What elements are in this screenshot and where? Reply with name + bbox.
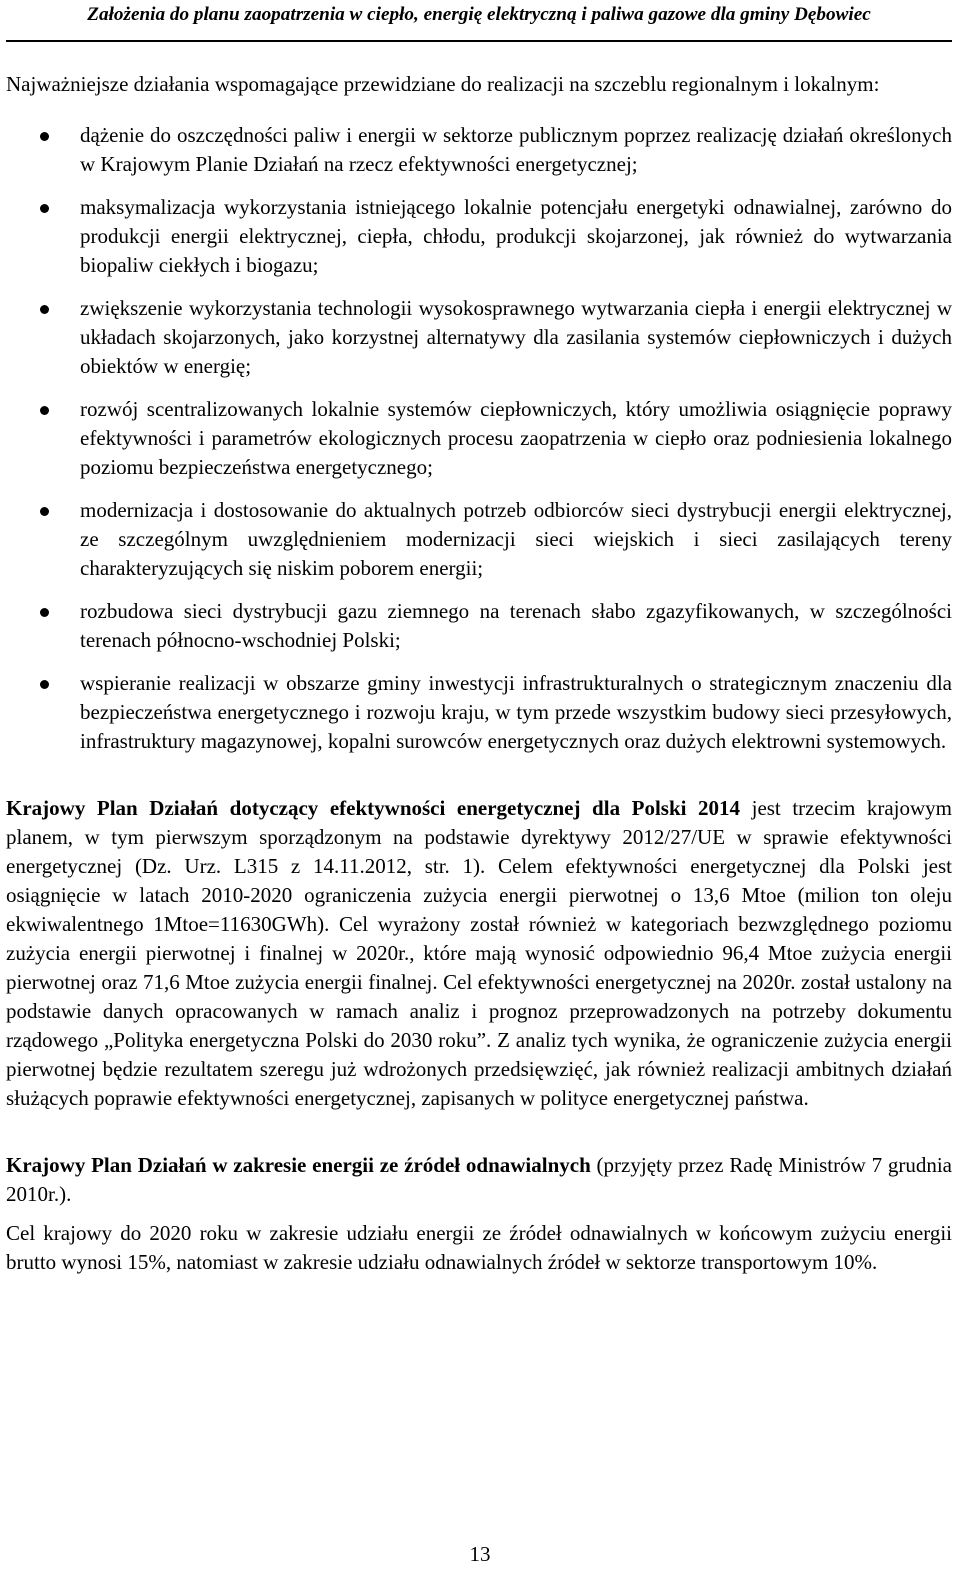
list-item bbox=[6, 496, 952, 583]
list-item bbox=[6, 395, 952, 482]
list-item bbox=[6, 121, 952, 179]
bullet-icon bbox=[40, 507, 49, 516]
document-body bbox=[6, 70, 952, 1277]
intro-paragraph: Najważniejsze działania wspomagające przewidziane do realizacji na szczeblu regionalnym i lokalnym: bbox=[6, 72, 880, 96]
kpo-text: (przyjęty przez Radę Ministrów 7 grudnia 2010r.). bbox=[6, 1153, 953, 1206]
kpd-title: Krajowy Plan Działań dotyczący efektywności energetycznej dla Polski 2014 bbox=[6, 796, 741, 820]
measures-list bbox=[6, 121, 952, 756]
list-item bbox=[6, 294, 952, 381]
bullet-icon bbox=[40, 132, 49, 141]
list-item-text: rozwój scentralizowanych lokalnie systemów ciepłowniczych, który umożliwia osiągnięcie poprawy efektywności i parametrów ekologicznych procesu zaopatrzenia w ciepło oraz podniesienia lokalnego poziomu bezpieczeństwa energetycznego; bbox=[80, 397, 952, 479]
bullet-icon bbox=[40, 305, 49, 314]
list-item-text: modernizacja i dostosowanie do aktualnych potrzeb odbiorców sieci dystrybucji energii elektrycznej, ze szczególnym uwzględnieniem modernizacji sieci wiejskich i sieci zasilających tereny charakteryzujących się niskim poborem energii; bbox=[80, 498, 952, 580]
bullet-icon bbox=[40, 608, 49, 617]
list-item-text: wspieranie realizacji w obszarze gminy inwestycji infrastrukturalnych o strategicznym znaczeniu dla bezpieczeństwa energetycznego i rozwoju kraju, w tym przede wszystkim budowy sieci przesyłowych, infrastruktury magazynowej, kopalni surowców energetycznych oraz dużych elektrowni systemowych. bbox=[80, 671, 952, 753]
list-item bbox=[6, 669, 952, 756]
list-item bbox=[6, 193, 952, 280]
list-item-text: rozbudowa sieci dystrybucji gazu ziemnego na terenach słabo zgazyfikowanych, w szczególności terenach północno-wschodniej Polski; bbox=[80, 599, 952, 652]
bullet-icon bbox=[40, 680, 49, 689]
list-item-text: zwiększenie wykorzystania technologii wysokosprawnego wytwarzania ciepła i energii elektrycznej w układach skojarzonych, jako korzystnej alternatywy dla zasilania systemów ciepłowniczych i dużych obiektów w energię; bbox=[80, 296, 952, 378]
list-item bbox=[6, 597, 952, 655]
kpd-paragraph bbox=[6, 794, 952, 1113]
kpo-title: Krajowy Plan Działań w zakresie energii ze źródeł odnawialnych bbox=[6, 1153, 591, 1177]
kpo-paragraph bbox=[6, 1151, 952, 1209]
kpd-text: jest trzecim krajowym planem, w tym pierwszym sporządzonym na podstawie dyrektywy 2012/27/UE w sprawie efektywności energetycznej (Dz. Urz. L315 z 14.11.2012, str. 1). Celem efektywności energetycznej dla Polski jest osiągnięcie w latach 2010-2020 ograniczenia zużycia energii pierwotnej o 13,6 Mtoe (milion ton oleju ekwiwalentnego 1Mtoe=11630GWh). Cel wyrażony został również w kategoriach bezwzględnego poziomu zużycia energii pierwotnej i finalnej w 2020r., które mają wynosić odpowiednio 96,4 Mtoe zużycia energii pierwotnej oraz 71,6 Mtoe zużycia energii finalnej. Cel efektywności energetycznej na 2020r. został ustalony na podstawie danych opracowanych w ramach analiz i prognoz przeprowadzonych na potrzeby dokumentu rządowego „Polityka energetyczna Polski do 2030 roku”. Z analiz tych wynika, że ograniczenie zużycia energii pierwotnej będzie rezultatem szeregu już wdrożonych przedsięwzięć, jak również realizacji ambitnych działań służących poprawie efektywności energetycznej, zapisanych w polityce energetycznej państwa. bbox=[6, 796, 952, 1110]
page-header: Założenia do planu zaopatrzenia w ciepło, energię elektryczną i paliwa gazowe dla gminy Dębowiec bbox=[6, 2, 952, 42]
bullet-icon bbox=[40, 406, 49, 415]
list-item-text: dążenie do oszczędności paliw i energii w sektorze publicznym poprzez realizację działań określonych w Krajowym Planie Działań na rzecz efektywności energetycznej; bbox=[80, 123, 952, 176]
goal-paragraph: Cel krajowy do 2020 roku w zakresie udziału energii ze źródeł odnawialnych w końcowym zużyciu energii brutto wynosi 15%, natomiast w zakresie udziału odnawialnych źródeł w sektorze transportowym 10%. bbox=[6, 1221, 952, 1274]
list-item-text: maksymalizacja wykorzystania istniejącego lokalnie potencjału energetyki odnawialnej, zarówno do produkcji energii elektrycznej, ciepła, chłodu, produkcji skojarzonej, jak również do wytwarzania biopaliw ciekłych i biogazu; bbox=[80, 195, 952, 277]
page-number: 13 bbox=[469, 1542, 491, 1566]
bullet-icon bbox=[40, 204, 49, 213]
